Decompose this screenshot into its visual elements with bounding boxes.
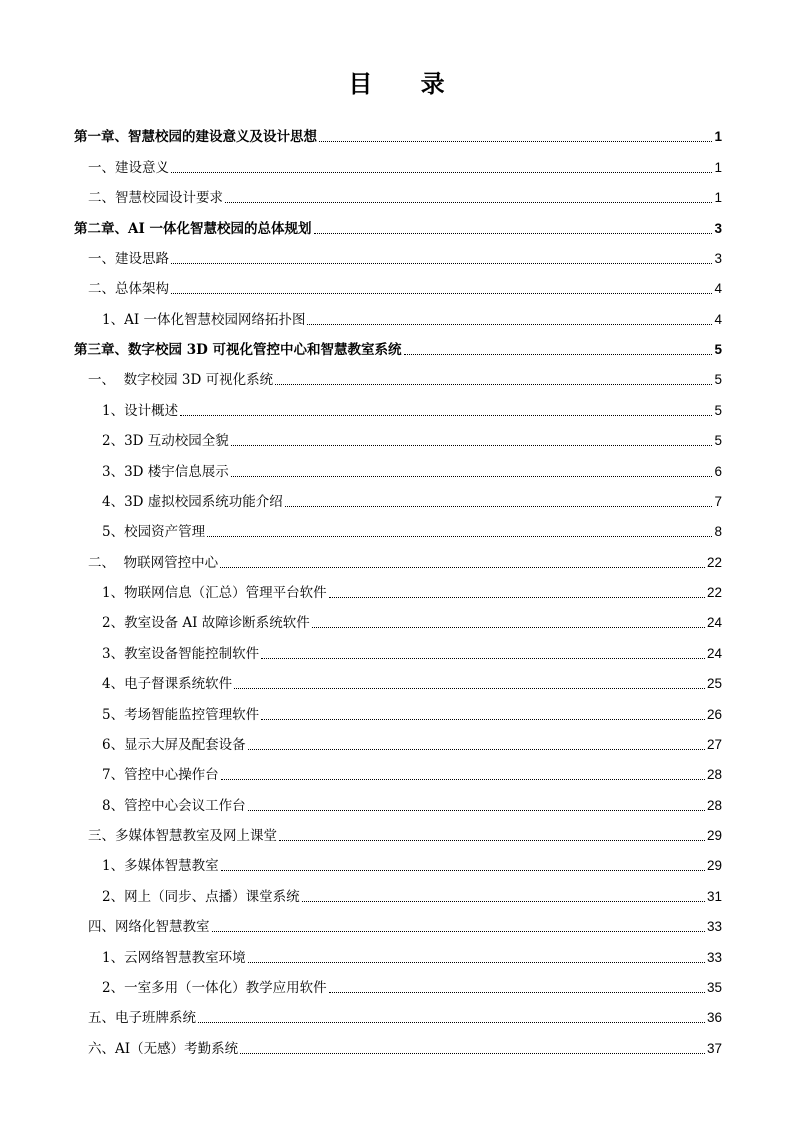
toc-entry-title: 4、电子督课系统软件: [102, 676, 233, 693]
toc-entry[interactable]: [74, 632, 722, 662]
page-title: 目 录: [348, 69, 465, 98]
toc-entry[interactable]: [74, 936, 722, 966]
dot-leader: [171, 262, 712, 264]
toc-entry-title: 7、管控中心操作台: [102, 767, 219, 784]
toc-entry-page-number: 36: [706, 1010, 722, 1026]
toc-entry-page-number: 24: [706, 615, 722, 631]
dot-leader: [302, 900, 705, 902]
toc-entry-title: 六、AI（无感）考勤系统: [88, 1040, 239, 1057]
dot-leader: [221, 869, 705, 871]
toc-entry[interactable]: [74, 298, 722, 328]
toc-entry-title: 三、多媒体智慧教室及网上课堂: [88, 828, 277, 844]
dot-leader: [240, 1052, 705, 1054]
dot-leader: [198, 1021, 705, 1023]
dot-leader: [248, 809, 705, 811]
dot-leader: [319, 140, 712, 142]
dot-leader: [307, 323, 712, 325]
toc-entry-page-number: 22: [706, 554, 722, 570]
toc-entry-title: 1、设计概述: [102, 402, 179, 419]
toc-entry-title: 一、建设思路: [88, 250, 169, 267]
toc-entry-title: 第一章、智慧校园的建设意义及设计思想: [74, 129, 317, 146]
toc-entry-title: 5、考场智能监控管理软件: [102, 706, 260, 723]
dot-leader: [404, 353, 713, 355]
toc-entry-page-number: 33: [706, 949, 722, 965]
toc-entry-title: 1、云网络智慧教室环境: [102, 949, 246, 966]
toc-entry[interactable]: [74, 845, 722, 875]
dot-leader: [314, 232, 713, 234]
toc-entry-page-number: 4: [714, 311, 722, 327]
toc-entry-page-number: 31: [706, 888, 722, 904]
dot-leader: [221, 778, 705, 780]
toc-entry[interactable]: [74, 693, 722, 723]
toc-entry[interactable]: [74, 572, 722, 602]
dot-leader: [312, 626, 705, 628]
toc-entry[interactable]: [74, 663, 722, 693]
toc-entry-title: 第二章、AI 一体化智慧校园的总体规划: [74, 220, 312, 237]
dot-leader: [207, 535, 712, 537]
toc-entry[interactable]: [74, 238, 722, 268]
toc-entry-page-number: 4: [714, 281, 722, 297]
toc-entry-page-number: 8: [714, 524, 722, 540]
toc-entry-page-number: 1: [714, 129, 722, 145]
toc-entry-page-number: 28: [706, 797, 722, 813]
toc-entry-page-number: 3: [714, 220, 722, 236]
toc-entry-page-number: 25: [706, 676, 722, 692]
toc-entry-title: 2、3D 互动校园全貌: [102, 433, 229, 450]
toc-entry[interactable]: [74, 268, 722, 298]
toc-entry-page-number: 5: [714, 372, 722, 388]
toc-entry-title: 五、电子班牌系统: [88, 1010, 196, 1027]
dot-leader: [261, 657, 705, 659]
table-of-contents: [74, 116, 722, 1058]
toc-entry-page-number: 24: [706, 645, 722, 661]
dot-leader: [285, 505, 713, 507]
dot-leader: [231, 475, 713, 477]
toc-entry-page-number: 5: [714, 433, 722, 449]
dot-leader: [248, 748, 705, 750]
toc-entry-title: 2、网上（同步、点播）课堂系统: [102, 888, 300, 905]
dot-leader: [261, 718, 705, 720]
dot-leader: [180, 414, 712, 416]
toc-entry-page-number: 33: [706, 919, 722, 935]
toc-entry-page-number: 7: [714, 493, 722, 509]
toc-entry[interactable]: [74, 359, 722, 389]
toc-entry[interactable]: [74, 784, 722, 814]
dot-leader: [171, 292, 712, 294]
toc-entry[interactable]: [74, 329, 722, 359]
toc-entry[interactable]: [74, 511, 722, 541]
toc-entry-title: 四、网络化智慧教室: [88, 919, 210, 936]
toc-entry-title: 8、管控中心会议工作台: [102, 797, 246, 814]
toc-entry-title: 3、3D 楼宇信息展示: [102, 463, 229, 480]
toc-entry[interactable]: [74, 116, 722, 146]
toc-entry[interactable]: [74, 420, 722, 450]
dot-leader: [231, 444, 713, 446]
toc-entry[interactable]: [74, 177, 722, 207]
toc-entry-title: 1、AI 一体化智慧校园网络拓扑图: [102, 311, 306, 328]
toc-entry-page-number: 22: [706, 585, 722, 600]
toc-entry[interactable]: [74, 602, 722, 632]
toc-entry-title: 6、显示大屏及配套设备: [102, 736, 246, 753]
toc-entry[interactable]: [74, 967, 722, 997]
toc-entry-page-number: 1: [714, 190, 722, 206]
toc-entry-title: 第三章、数字校园 3D 可视化管控中心和智慧教室系统: [74, 342, 402, 358]
dot-leader: [212, 930, 705, 932]
toc-entry-title: 2、一室多用（一体化）教学应用软件: [102, 979, 327, 996]
toc-entry-title: 二、总体架构: [88, 281, 169, 298]
toc-entry[interactable]: [74, 997, 722, 1027]
toc-entry-page-number: 29: [706, 858, 722, 874]
toc-entry-page-number: 1: [714, 159, 722, 175]
toc-entry-title: 5、校园资产管理: [102, 524, 206, 541]
toc-entry-page-number: 35: [706, 979, 722, 995]
toc-entry[interactable]: [74, 875, 722, 905]
toc-entry[interactable]: [74, 146, 722, 176]
toc-entry-page-number: 6: [714, 463, 722, 479]
toc-entry-page-number: 37: [706, 1040, 722, 1056]
toc-entry-page-number: 3: [714, 250, 722, 266]
dot-leader: [329, 596, 705, 598]
dot-leader: [275, 383, 712, 385]
toc-entry-page-number: 5: [714, 402, 722, 418]
toc-entry[interactable]: [74, 541, 722, 571]
dot-leader: [234, 687, 705, 689]
dot-leader: [279, 839, 705, 841]
toc-entry[interactable]: [74, 754, 722, 784]
dot-leader: [220, 566, 705, 568]
toc-entry[interactable]: [74, 481, 722, 511]
toc-entry-title: 2、教室设备 AI 故障诊断系统软件: [102, 615, 310, 632]
dot-leader: [329, 991, 705, 993]
toc-entry[interactable]: [74, 1027, 722, 1057]
dot-leader: [225, 201, 712, 203]
toc-entry-title: 3、教室设备智能控制软件: [102, 645, 260, 662]
toc-entry[interactable]: [74, 389, 722, 419]
toc-entry-title: 二、 物联网管控中心: [88, 554, 219, 571]
toc-entry[interactable]: [74, 207, 722, 237]
toc-entry[interactable]: [74, 906, 722, 936]
toc-entry-title: 二、智慧校园设计要求: [88, 190, 223, 207]
toc-entry-title: 1、多媒体智慧教室: [102, 858, 219, 875]
toc-entry-title: 一、 数字校园 3D 可视化系统: [88, 372, 274, 389]
toc-entry[interactable]: [74, 724, 722, 754]
toc-entry[interactable]: [74, 450, 722, 480]
toc-entry[interactable]: [74, 815, 722, 845]
toc-entry-page-number: 26: [706, 706, 722, 722]
toc-entry-page-number: 29: [706, 828, 722, 843]
toc-entry-page-number: 5: [714, 342, 722, 357]
toc-entry-page-number: 27: [706, 736, 722, 752]
toc-entry-title: 4、3D 虚拟校园系统功能介绍: [102, 493, 283, 510]
toc-entry-page-number: 28: [706, 767, 722, 783]
dot-leader: [171, 171, 712, 173]
toc-entry-title: 一、建设意义: [88, 159, 169, 176]
toc-entry-title: 1、物联网信息（汇总）管理平台软件: [102, 585, 327, 601]
dot-leader: [248, 961, 705, 963]
